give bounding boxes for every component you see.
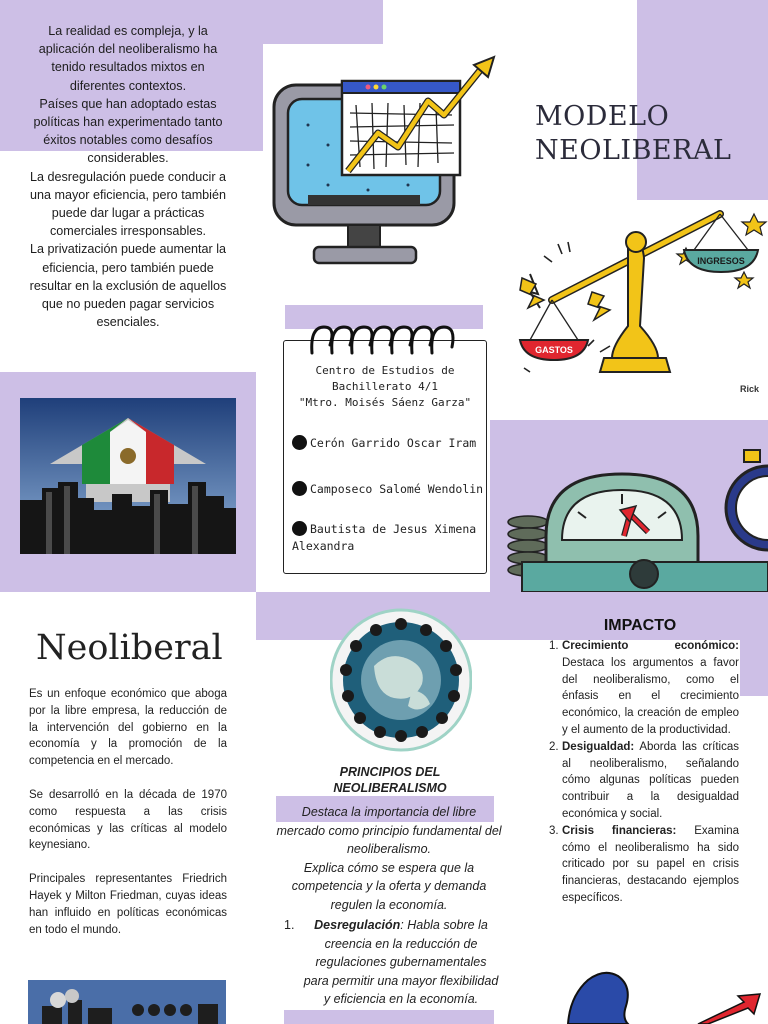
globe-people-illustration xyxy=(330,606,472,754)
mexico-skyline-image xyxy=(20,398,236,554)
list-term: Crisis financieras: xyxy=(562,824,677,837)
list-text: Aborda las críticas al neoliberalismo, señalando cómo algunas políticas pueden contribuir a la desigualdad económica y social. xyxy=(562,740,739,820)
member-item xyxy=(292,481,483,498)
principios-paragraph: Destaca la importancia del libre mercado como principio fundamental del neoliberalismo. xyxy=(276,805,502,856)
impacto-list-item xyxy=(549,823,739,907)
list-number: 2. xyxy=(549,740,559,753)
neoliberal-paragraph: Se desarrolló en la década de 1970 como respuesta a las crisis económicas y las críticas al modelo keynesiano. xyxy=(29,788,227,852)
member-item xyxy=(292,521,486,555)
school-line: "Mtro. Moisés Sáenz Garza" xyxy=(298,396,472,409)
monitor-chart-illustration xyxy=(268,55,500,270)
list-term: Crecimiento económico: xyxy=(562,640,739,652)
team-card xyxy=(283,340,487,574)
impacto-list-item xyxy=(549,739,739,823)
list-term: Desigualdad: xyxy=(562,740,635,753)
member-item xyxy=(292,435,476,452)
member-name: Bautista de Jesus Ximena Alexandra xyxy=(292,522,477,553)
bullet-dot-icon xyxy=(292,521,307,536)
scale-label-ingresos: INGRESOS xyxy=(697,256,745,266)
illustration-signature: Rick xyxy=(740,384,760,394)
section-title-principios: PRINCIPIOS DEL NEOLIBERALISMO xyxy=(333,765,447,795)
map-arrow-illustration xyxy=(548,966,768,1024)
intro-paragraph: La realidad es compleja, y la aplicación del neoliberalismo ha tenido resultados mixtos en diferentes contextos. xyxy=(38,24,218,93)
school-line: Bachillerato 4/1 xyxy=(332,380,438,393)
neoliberal-body xyxy=(29,686,227,955)
spiral-binding-icon xyxy=(306,319,466,359)
list-number: 1. xyxy=(549,640,559,652)
list-number: 3. xyxy=(549,824,559,837)
gauge-money-illustration xyxy=(506,436,768,592)
list-text: Examina cómo el neoliberalismo ha sido criticado por su papel en crisis financieras, destacando ejemplos específicos. xyxy=(562,824,739,904)
intro-text xyxy=(22,22,234,331)
member-name: Camposeco Salomé Wendolin xyxy=(310,482,484,496)
bottom-factory-image xyxy=(28,980,226,1024)
neoliberal-paragraph: Principales representantes Friedrich Hayek y Milton Friedman, cuyas ideas han influido en políticas económicas en todo el mundo. xyxy=(29,873,227,936)
school-line: Centro de Estudios de xyxy=(315,364,455,377)
bg-highlight-bottom xyxy=(284,1010,494,1024)
scale-label-gastos: GASTOS xyxy=(535,345,573,355)
bullet-dot-icon xyxy=(292,481,307,496)
cover-title-line: NEOLIBERAL xyxy=(535,135,732,166)
member-name: Cerón Garrido Oscar Iram xyxy=(310,436,477,450)
list-text: Destaca los argumentos a favor del neoliberalismo, como el énfasis en el crecimiento económico, la creación de empleo y el aumento de la productividad. xyxy=(562,656,739,736)
principios-list xyxy=(284,916,500,1009)
bullet-dot-icon xyxy=(292,435,307,450)
principios-body xyxy=(276,803,502,914)
principios-list-item xyxy=(284,916,500,1009)
balance-scale-illustration xyxy=(508,196,768,401)
intro-paragraph: La desregulación puede conducir a una mayor eficiencia, pero también puede dar lugar a prácticas comerciales irresponsables. xyxy=(29,169,227,239)
impacto-list xyxy=(549,638,739,907)
principios-paragraph: Explica cómo se espera que la competencia y la oferta y demanda regulen la economía. xyxy=(291,860,487,912)
school-name xyxy=(284,363,486,411)
impacto-list-item xyxy=(549,638,739,739)
list-text: : Habla sobre la creencia en la reducción de regulaciones gubernamentales para permitir una mayor flexibilidad y eficiencia en la economía. xyxy=(303,918,499,1006)
section-title-neoliberal: Neoliberal xyxy=(36,628,223,668)
list-term: Desregulación xyxy=(314,918,401,932)
bg-block-right-3 xyxy=(740,640,768,696)
list-number: 1. xyxy=(284,918,295,932)
intro-paragraph: Países que han adoptado estas políticas han experimentado tanto éxitos notables como desafíos considerables. xyxy=(33,96,223,166)
cover-title xyxy=(535,100,731,168)
intro-paragraph: La privatización puede aumentar la eficiencia, pero también puede resultar en la exclusión de aquellos que no pueden pagar servicios esenciales. xyxy=(29,242,227,330)
neoliberal-paragraph: Es un enfoque económico que aboga por la libre empresa, la reducción de la intervención del gobierno en la economía y la promoción de la competencia en el mercado. xyxy=(29,688,227,768)
section-title-impacto: IMPACTO xyxy=(603,617,677,634)
cover-title-line: MODELO xyxy=(535,101,670,132)
